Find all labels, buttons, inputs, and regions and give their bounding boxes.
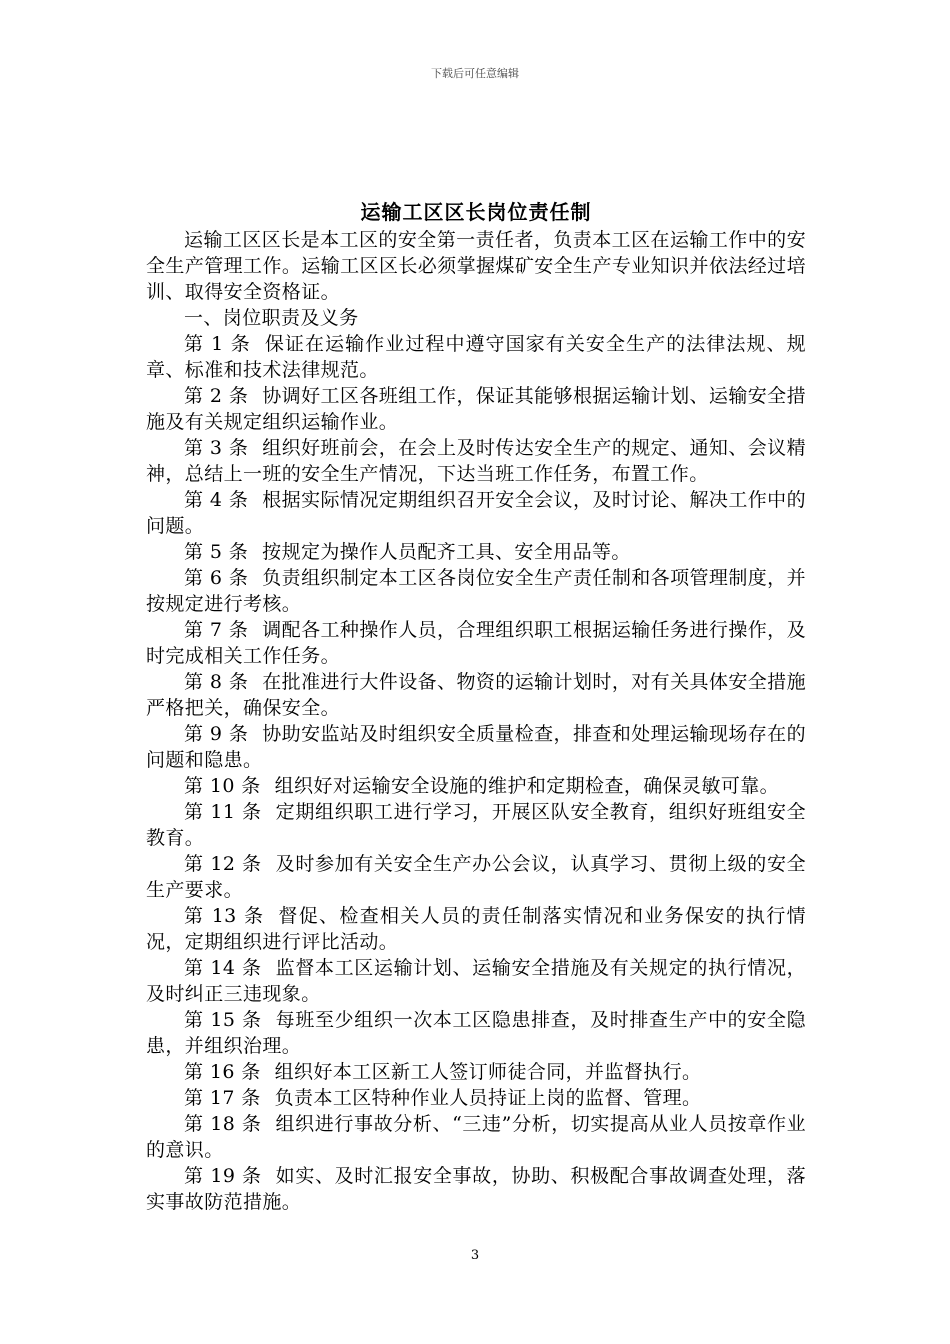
article-number: 第 6 条	[184, 567, 249, 589]
article-text: 组织进行事故分析、“三违”分析，切实提高从业人员按章作业的意识。	[146, 1113, 806, 1161]
article-text: 监督本工区运输计划、运输安全措施及有关规定的执行情况，及时纠正三违现象。	[146, 957, 807, 1005]
article-number: 第 4 条	[184, 489, 249, 511]
article-number: 第 5 条	[184, 541, 249, 563]
article-number: 第 16 条	[184, 1061, 261, 1083]
article-number: 第 1 条	[184, 333, 251, 355]
article-number: 第 2 条	[184, 385, 249, 407]
article-number: 第 11 条	[184, 801, 262, 823]
article-paragraph	[146, 1163, 806, 1215]
articles-list	[146, 331, 806, 1215]
article-paragraph	[146, 851, 806, 903]
article-paragraph	[146, 331, 806, 383]
article-paragraph	[146, 1085, 806, 1111]
article-paragraph	[146, 1059, 806, 1085]
article-paragraph	[146, 669, 806, 721]
article-paragraph	[146, 383, 806, 435]
article-paragraph	[146, 539, 806, 565]
article-number: 第 19 条	[184, 1165, 262, 1187]
article-text: 督促、检查相关人员的责任制落实情况和业务保安的执行情况，定期组织进行评比活动。	[146, 905, 806, 953]
article-text: 负责本工区特种作业人员持证上岗的监督、管理。	[274, 1087, 702, 1109]
article-text: 在批准进行大件设备、物资的运输计划时，对有关具体安全措施严格把关，确保安全。	[146, 671, 806, 719]
article-number: 第 9 条	[184, 723, 249, 745]
article-paragraph	[146, 1007, 806, 1059]
article-text: 按规定为操作人员配齐工具、安全用品等。	[262, 541, 631, 563]
article-number: 第 14 条	[184, 957, 262, 979]
article-text: 组织好对运输安全设施的维护和定期检查，确保灵敏可靠。	[274, 775, 780, 797]
article-paragraph	[146, 799, 806, 851]
article-number: 第 3 条	[184, 437, 249, 459]
article-number: 第 15 条	[184, 1009, 262, 1031]
intro-paragraph: 运输工区区长是本工区的安全第一责任者，负责本工区在运输工作中的安全生产管理工作。运输工区区长必须掌握煤矿安全生产专业知识并依法经过培训、取得安全资格证。	[146, 229, 806, 303]
article-paragraph	[146, 903, 806, 955]
article-text: 组织好班前会，在会上及时传达安全生产的规定、通知、会议精神，总结上一班的安全生产情况，下达当班工作任务，布置工作。	[146, 437, 806, 485]
document-title: 运输工区区长岗位责任制	[360, 200, 592, 224]
document-body	[146, 197, 806, 1215]
article-number: 第 12 条	[184, 853, 262, 875]
article-text: 保证在运输作业过程中遵守国家有关安全生产的法律法规、规章、标准和技术法律规范。	[146, 333, 806, 381]
article-number: 第 10 条	[184, 775, 261, 797]
article-text: 负责组织制定本工区各岗位安全生产责任制和各项管理制度，并按规定进行考核。	[146, 567, 806, 615]
article-number: 第 7 条	[184, 619, 249, 641]
article-text: 根据实际情况定期组织召开安全会议，及时讨论、解决工作中的问题。	[146, 489, 806, 537]
article-text: 调配各工种操作人员，合理组织职工根据运输任务进行操作，及时完成相关工作任务。	[146, 619, 806, 667]
article-text: 每班至少组织一次本工区隐患排查，及时排查生产中的安全隐患，并组织治理。	[146, 1009, 807, 1057]
article-paragraph	[146, 721, 806, 773]
article-number: 第 13 条	[184, 905, 265, 927]
article-paragraph	[146, 955, 806, 1007]
article-paragraph	[146, 773, 806, 799]
article-text: 如实、及时汇报安全事故，协助、积极配合事故调查处理，落实事故防范措施。	[146, 1165, 807, 1213]
article-paragraph	[146, 617, 806, 669]
page-number: 3	[470, 1248, 480, 1263]
article-number: 第 8 条	[184, 671, 249, 693]
section-heading: 一、岗位职责及义务	[184, 307, 359, 329]
article-number: 第 17 条	[184, 1087, 261, 1109]
article-paragraph	[146, 1111, 806, 1163]
article-paragraph	[146, 435, 806, 487]
article-paragraph	[146, 565, 806, 617]
article-text: 组织好本工区新工人签订师徒合同，并监督执行。	[274, 1061, 702, 1083]
page-header-note: 下载后可任意编辑	[431, 67, 519, 80]
article-text: 协调好工区各班组工作，保证其能够根据运输计划、运输安全措施及有关规定组织运输作业。	[146, 385, 806, 433]
article-number: 第 18 条	[184, 1113, 262, 1135]
article-text: 定期组织职工进行学习，开展区队安全教育，组织好班组安全教育。	[146, 801, 807, 849]
article-text: 协助安监站及时组织安全质量检查，排查和处理运输现场存在的问题和隐患。	[146, 723, 806, 771]
article-text: 及时参加有关安全生产办公会议，认真学习、贯彻上级的安全生产要求。	[146, 853, 807, 901]
article-paragraph	[146, 487, 806, 539]
